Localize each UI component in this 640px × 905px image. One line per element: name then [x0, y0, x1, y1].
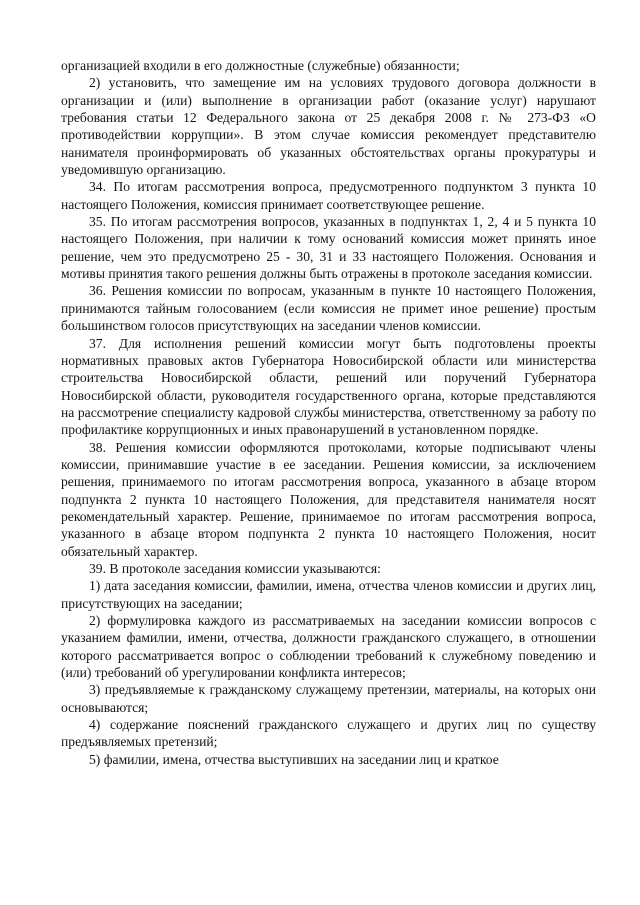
paragraph-subitem-3: 3) предъявляемые к гражданскому служащему претензии, материалы, на которых они основываются;: [61, 682, 596, 715]
paragraph-item-37: 37. Для исполнения решений комиссии могут быть подготовлены проекты нормативных правовых актов Губернатора Новосибирской области или министерства строительства Новосибирской области, решений или поручений Губернатора Новосибирской области, руководителя государственного органа, которые представляются на рассмотрение специалисту кадровой службы министерства, ответственному за работу по профилактике коррупционных и иных правонарушений в установленном порядке.: [61, 335, 596, 438]
paragraph-item-36: 36. Решения комиссии по вопросам, указанным в пункте 10 настоящего Положения, принимаются тайным голосованием (если комиссия не примет иное решение) простым большинством голосов присутствующих на заседании членов комиссии.: [61, 283, 596, 334]
paragraph-subitem-4: 4) содержание пояснений гражданского служащего и других лиц по существу предъявляемых претензий;: [61, 717, 596, 750]
paragraph-item-34: 34. По итогам рассмотрения вопроса, предусмотренного подпунктом 3 пункта 10 настоящего Положения, комиссия принимает соответствующее решение.: [61, 179, 596, 212]
paragraph-subitem-2-formulation: 2) формулировка каждого из рассматриваемых на заседании комиссии вопросов с указанием фамилии, имени, отчества, должности гражданского служащего, в отношении которого рассматривается вопрос о соблюдении требований к служебному поведению и (или) требований об урегулировании конфликта интересов;: [61, 613, 596, 681]
paragraph-item-35: 35. По итогам рассмотрения вопросов, указанных в подпунктах 1, 2, 4 и 5 пункта 10 настоящего Положения, при наличии к тому оснований комиссия может принять иное решение, чем это предусмотрено 25 - 30, 31 и 33 настоящего Положения. Основания и мотивы принятия такого решения должны быть отражены в протоколе заседания комиссии.: [61, 214, 596, 282]
paragraph-subitem-1: 1) дата заседания комиссии, фамилии, имена, отчества членов комиссии и других лиц, присутствующих на заседании;: [61, 578, 596, 611]
paragraph-subitem-5: 5) фамилии, имена, отчества выступивших на заседании лиц и краткое: [89, 751, 499, 767]
document-page: [61, 57, 596, 768]
paragraph-item-39: 39. В протоколе заседания комиссии указываются:: [89, 560, 381, 576]
paragraph-item-38: 38. Решения комиссии оформляются протоколами, которые подписывают члены комиссии, принимавшие участие в ее заседании. Решения комиссии, за исключением решения, принимаемого по итогам рассмотрения вопроса, указанного в абзаце втором подпункта 2 пункта 10 настоящего Положения, для представителя нанимателя носят рекомендательный характер. Решение, принимаемое по итогам рассмотрения вопроса, указанного в абзаце втором подпункта 2 пункта 10 настоящего Положения, носит обязательный характер.: [61, 439, 596, 559]
paragraph-continuation: организацией входили в его должностные (служебные) обязанности;: [61, 58, 460, 73]
paragraph-subitem-2: 2) установить, что замещение им на условиях трудового договора должности в организации и (или) выполнение в организации работ (оказание услуг) нарушают требования статьи 12 Федерального закона от 25 декабря 2008 г. № 273-ФЗ «О противодействии коррупции». В этом случае комиссия рекомендует представителю нанимателя проинформировать об указанных обстоятельствах органы прокуратуры и уведомившую организацию.: [61, 75, 596, 178]
